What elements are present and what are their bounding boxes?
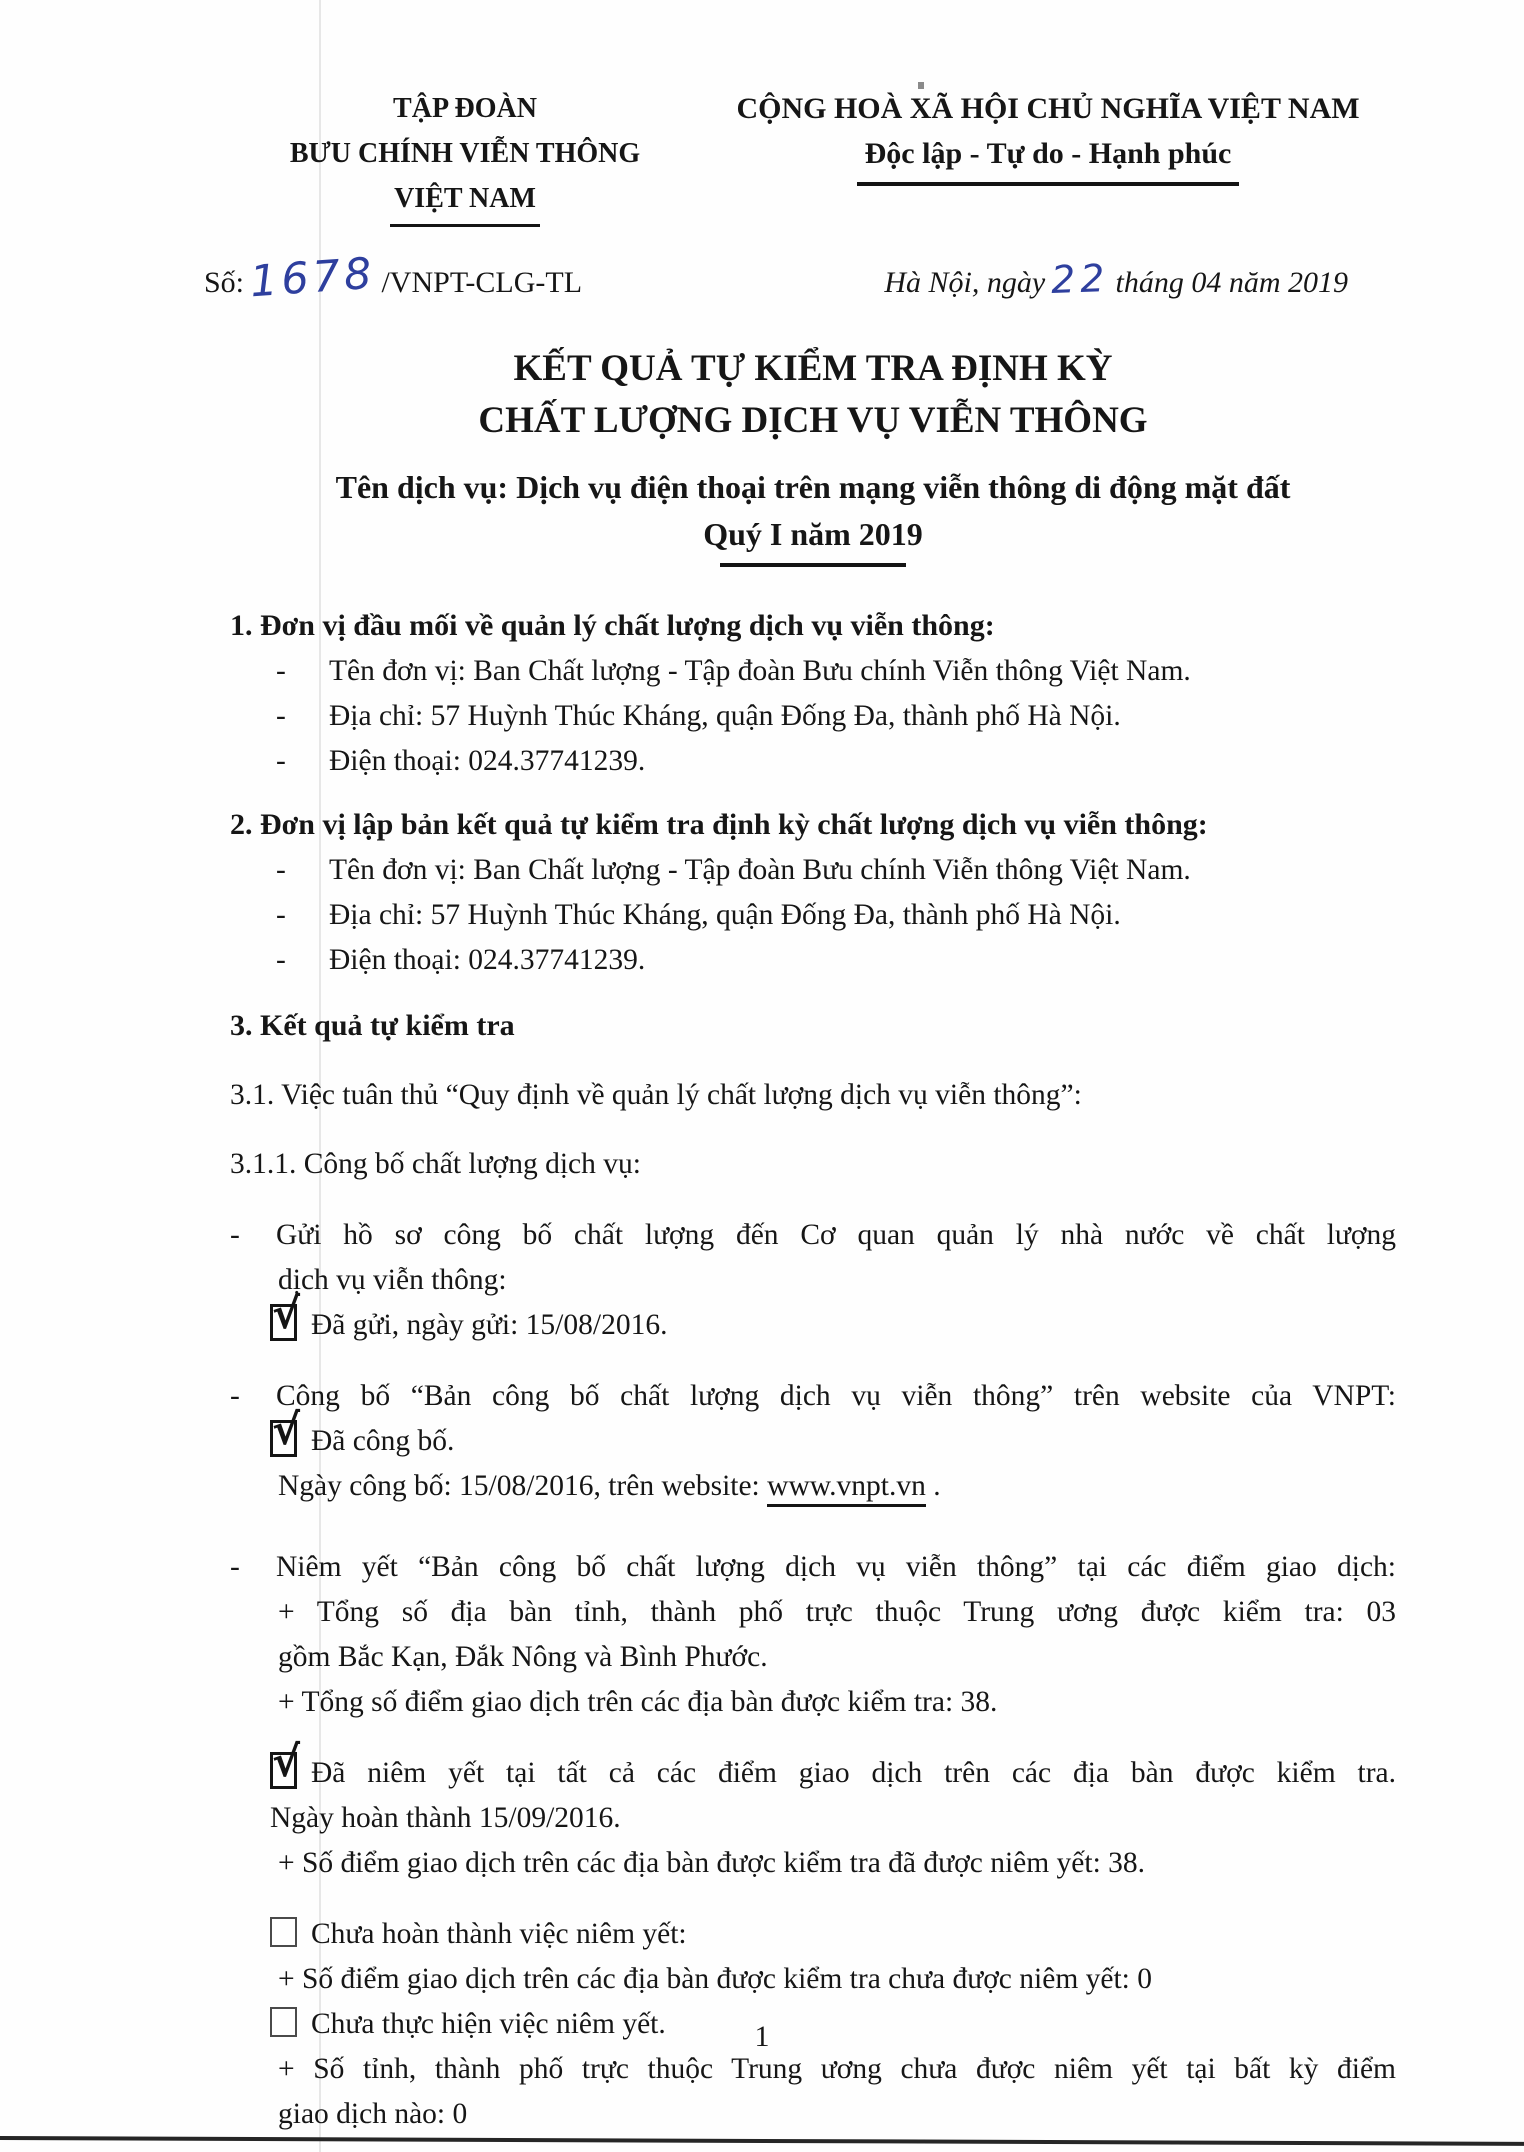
empty-checkbox-icon — [270, 1917, 297, 1947]
checkbox-line-published — [270, 1405, 1396, 1464]
section311-heading: 3.1.1. Công bố chất lượng dịch vụ: — [230, 1148, 641, 1180]
list-item — [276, 649, 1396, 694]
title-line1: KẾT QUẢ TỰ KIỂM TRA ĐỊNH KỲ — [513, 348, 1113, 389]
issuing-org-block — [230, 86, 700, 227]
document-header — [230, 86, 1396, 227]
org-name-line2: BƯU CHÍNH VIỄN THÔNG — [289, 138, 641, 169]
title-underline — [720, 563, 906, 567]
page-number: 1 — [754, 2020, 770, 2053]
section2-item2: Địa chỉ: 57 Huỳnh Thúc Kháng, quận Đống Đa, thành phố Hà Nội. — [329, 899, 1121, 931]
check3-text-line2: Ngày hoàn thành 15/09/2016. — [270, 1802, 621, 1834]
bullet3-text: Niêm yết “Bản công bố chất lượng dịch vụ viễn thông” tại các điểm giao dịch: — [276, 1551, 1396, 1583]
dash-bullet: - — [276, 899, 286, 931]
check1-text: Đã gửi, ngày gửi: 15/08/2016. — [311, 1309, 668, 1341]
list-item — [276, 893, 1396, 938]
publish-date-line — [278, 1464, 1396, 1509]
org-name-line1: TẬP ĐOÀN — [393, 93, 537, 124]
section31-heading: 3.1. Việc tuân thủ “Quy định về quản lý chất lượng dịch vụ viễn thông”: — [230, 1079, 1082, 1111]
dash-bullet: - — [276, 655, 286, 687]
uncheck2-text: Chưa thực hiện việc niêm yết. — [311, 2008, 666, 2040]
website-link: www.vnpt.vn — [767, 1470, 926, 1507]
org-name-line3: VIỆT NAM — [230, 176, 700, 227]
handwritten-day: 22 — [1050, 255, 1111, 303]
bullet-posted-at-stores — [230, 1545, 1396, 1590]
checked-checkbox-icon — [270, 1405, 301, 1457]
list-item — [276, 739, 1396, 784]
check-mark-icon: √ — [272, 1737, 301, 1786]
section1-item3: Điện thoại: 024.37741239. — [329, 745, 646, 777]
document-number — [204, 248, 583, 308]
title-line2: CHẤT LƯỢNG DỊCH VỤ VIỄN THÔNG — [478, 400, 1148, 441]
check-mark-icon: √ — [272, 1289, 301, 1338]
section2-heading: 2. Đơn vị lập bản kết quả tự kiểm tra định kỳ chất lượng dịch vụ viễn thông: — [230, 808, 1208, 841]
checkbox-line-posted — [270, 1737, 1396, 1796]
ref-suffix: /VNPT-CLG-TL — [381, 266, 583, 299]
date-prefix: Hà Nội, ngày — [884, 266, 1046, 299]
bullet1-text-line1: Gửi hồ sơ công bố chất lượng đến Cơ quan quản lý nhà nước về chất lượng — [276, 1219, 1396, 1251]
section1-heading: 1. Đơn vị đầu mối về quản lý chất lượng dịch vụ viễn thông: — [230, 609, 995, 642]
publish-prefix: Ngày công bố: 15/08/2016, trên website: — [278, 1470, 768, 1502]
publish-suffix: . — [925, 1470, 941, 1502]
dash-bullet: - — [276, 944, 286, 976]
dash-bullet: - — [230, 1551, 240, 1583]
section1-item1: Tên đơn vị: Ban Chất lượng - Tập đoàn Bưu chính Viễn thông Việt Nam. — [329, 655, 1191, 687]
handwritten-ref-number: 1678 — [248, 248, 378, 308]
date-suffix: tháng 04 năm 2019 — [1115, 266, 1348, 299]
dash-bullet: - — [276, 700, 286, 732]
checked-checkbox-icon — [270, 1289, 301, 1341]
bullet1-text-line2: dịch vụ viễn thông: — [278, 1264, 507, 1296]
plus-stores-not-posted: + Số điểm giao dịch trên các địa bàn được kiểm tra chưa được niêm yết: 0 — [278, 1963, 1152, 1995]
bullet-sent-dossier — [230, 1213, 1396, 1258]
plus-provinces-not-posted-line2: giao dịch nào: 0 — [278, 2098, 468, 2130]
check3-text-line1: Đã niêm yết tại tất cả các điểm giao dịch trên các địa bàn được kiểm tra. — [311, 1757, 1396, 1789]
report-period: Quý I năm 2019 — [703, 516, 923, 552]
section2-item3: Điện thoại: 024.37741239. — [329, 944, 646, 976]
ref-prefix: Số: — [204, 266, 245, 299]
plus-stores-checked: + Tổng số điểm giao dịch trên các địa bàn được kiểm tra: 38. — [278, 1686, 998, 1718]
checked-checkbox-icon — [270, 1737, 301, 1789]
checkbox-line-not-finished — [270, 1912, 1396, 1957]
dash-bullet: - — [276, 745, 286, 777]
document-title — [230, 343, 1396, 447]
dash-bullet: - — [230, 1219, 240, 1251]
list-item — [276, 694, 1396, 739]
bullet-published-website — [230, 1374, 1396, 1419]
motto-line: Độc lập - Tự do - Hạnh phúc — [700, 131, 1396, 186]
plus-provinces-checked: + Tổng số địa bàn tỉnh, thành phố trực thuộc Trung ương được kiểm tra: 03 — [278, 1596, 1396, 1628]
check-mark-icon: √ — [272, 1405, 301, 1454]
plus-provinces-list: gồm Bắc Kạn, Đắk Nông và Bình Phước. — [278, 1641, 768, 1673]
section3-heading: 3. Kết quả tự kiểm tra — [230, 1009, 515, 1042]
section1-item2: Địa chỉ: 57 Huỳnh Thúc Kháng, quận Đống Đa, thành phố Hà Nội. — [329, 700, 1121, 732]
uncheck1-text: Chưa hoàn thành việc niêm yết: — [311, 1918, 687, 1950]
national-motto-block — [700, 86, 1396, 227]
reference-row — [204, 248, 1396, 308]
place-and-date — [884, 257, 1348, 301]
section2-item1: Tên đơn vị: Ban Chất lượng - Tập đoàn Bưu chính Viễn thông Việt Nam. — [329, 854, 1191, 886]
bullet2-text: Công bố “Bản công bố chất lượng dịch vụ viễn thông” trên website của VNPT: — [276, 1380, 1396, 1412]
national-title: CỘNG HOÀ XÃ HỘI CHỦ NGHĨA VIỆT NAM — [736, 92, 1360, 125]
plus-provinces-not-posted-line1: + Số tỉnh, thành phố trực thuộc Trung ương chưa được niêm yết tại bất kỳ điểm — [278, 2053, 1396, 2085]
dash-bullet: - — [230, 1380, 240, 1412]
plus-stores-posted: + Số điểm giao dịch trên các địa bàn được kiểm tra đã được niêm yết: 38. — [278, 1847, 1146, 1879]
dash-bullet: - — [276, 854, 286, 886]
check2-text: Đã công bố. — [311, 1425, 455, 1457]
list-item — [276, 938, 1396, 983]
service-name-line: Tên dịch vụ: Dịch vụ điện thoại trên mạng viễn thông di động mặt đất — [335, 469, 1291, 505]
checkbox-line-sent — [270, 1289, 1396, 1348]
list-item — [276, 848, 1396, 893]
